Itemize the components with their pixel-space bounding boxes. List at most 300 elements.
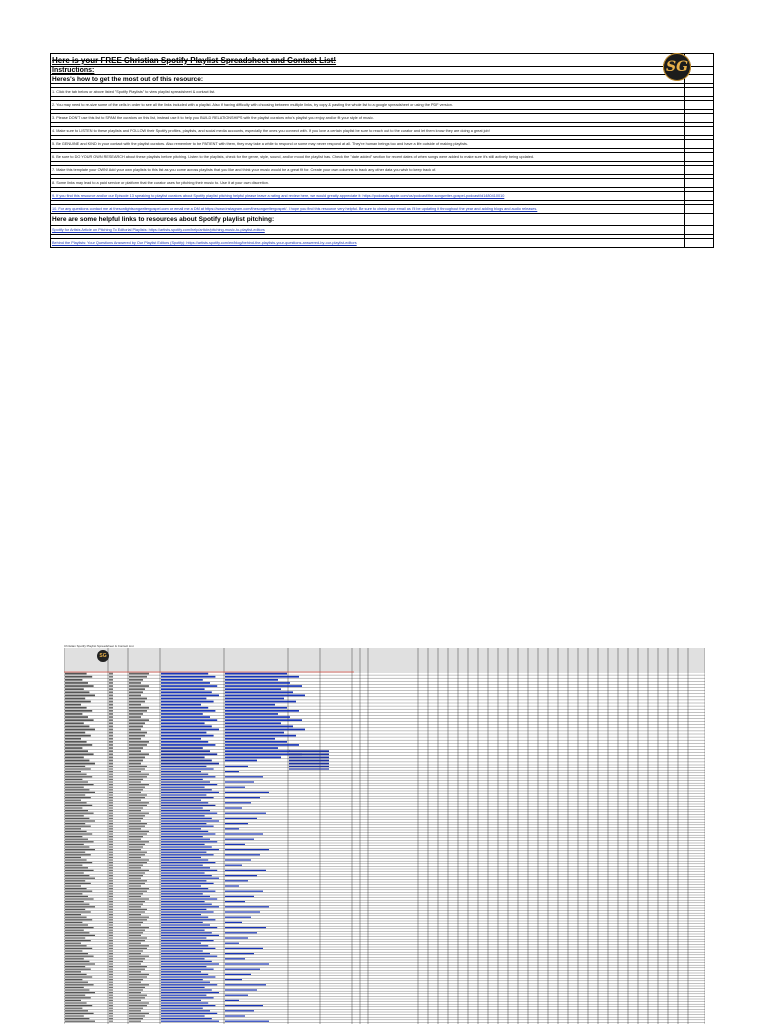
cell-name bbox=[65, 914, 81, 915]
cell-curator bbox=[129, 776, 147, 777]
cell-curator bbox=[129, 735, 145, 737]
cell-contact-link bbox=[225, 691, 293, 693]
cell-curator bbox=[129, 880, 147, 881]
cell-type bbox=[109, 878, 113, 879]
cell-name bbox=[65, 974, 87, 975]
cell-curator bbox=[129, 940, 145, 941]
cell-name bbox=[65, 883, 91, 884]
cell-playlist-link bbox=[161, 1013, 217, 1014]
cell-curator bbox=[129, 976, 147, 977]
cell-name bbox=[65, 862, 92, 863]
cell-curator bbox=[129, 741, 149, 743]
cell-curator bbox=[129, 722, 145, 724]
cell-playlist-link bbox=[161, 911, 214, 912]
cell-name bbox=[65, 766, 85, 767]
cell-type bbox=[109, 966, 113, 967]
cell-playlist-link bbox=[161, 917, 208, 918]
cell-name bbox=[65, 969, 91, 970]
cell-curator bbox=[129, 883, 145, 884]
cell-curator bbox=[129, 930, 145, 931]
cell-contact-link bbox=[225, 1000, 239, 1001]
cell-type bbox=[109, 865, 113, 866]
cell-curator bbox=[129, 846, 143, 847]
cell-curator bbox=[129, 904, 143, 905]
resource-link[interactable]: Spotify for Artists Article on Pitching To Editorial Playlists: https://artists.spotify.com/help/article/pitching-music-to-playlist-editors bbox=[50, 226, 714, 235]
cell-curator bbox=[129, 982, 141, 983]
cell-type bbox=[109, 760, 113, 762]
cell-name bbox=[65, 815, 84, 816]
cell-playlist-link bbox=[161, 768, 214, 769]
cell-name bbox=[65, 682, 88, 684]
cell-playlist-link bbox=[161, 771, 201, 772]
cell-type bbox=[109, 911, 113, 912]
cell-type bbox=[109, 979, 113, 980]
cell-name bbox=[65, 794, 85, 795]
cell-playlist-link bbox=[161, 747, 203, 749]
cell-name bbox=[65, 741, 87, 743]
cell-name bbox=[65, 989, 89, 990]
cell-contact-link bbox=[225, 738, 275, 740]
cell-curator bbox=[129, 932, 143, 933]
cell-playlist-link bbox=[161, 1000, 201, 1001]
cell-curator bbox=[129, 1005, 147, 1006]
cell-curator bbox=[129, 738, 141, 740]
cell-contact-link bbox=[225, 707, 287, 709]
cell-contact-link bbox=[225, 927, 266, 928]
cell-curator bbox=[129, 956, 149, 957]
cell-type bbox=[109, 679, 113, 681]
cell-playlist-link bbox=[161, 891, 215, 892]
cell-type bbox=[109, 859, 113, 860]
cell-contact-link bbox=[225, 823, 248, 824]
cell-name bbox=[65, 922, 82, 923]
cell-playlist-link bbox=[161, 945, 208, 946]
cell-playlist-link bbox=[161, 779, 203, 780]
cell-curator bbox=[129, 927, 149, 928]
cell-type bbox=[109, 784, 113, 785]
cell-type bbox=[109, 828, 113, 829]
cell-playlist-link bbox=[161, 974, 208, 975]
cell-playlist-link bbox=[161, 909, 206, 910]
cell-playlist-link bbox=[161, 813, 217, 814]
cell-name bbox=[65, 726, 89, 728]
cell-playlist-link bbox=[161, 859, 208, 860]
resources-heading: Here are some helpful links to resources about Spotify playlist pitching: bbox=[50, 214, 714, 226]
cell-type bbox=[109, 1002, 113, 1003]
instruction-item: 2. You may need to re-size some of the cells in order to see all the links included with a playlist. Also if having difficulty with choosing between multiple links, try copy & pasting the whole list to a google spreadsheet or using the PDF version. bbox=[50, 101, 714, 110]
cell-extra-link bbox=[289, 766, 329, 767]
cell-curator bbox=[129, 872, 145, 873]
cell-name bbox=[65, 846, 89, 847]
cell-name bbox=[65, 932, 89, 933]
cell-name bbox=[65, 995, 85, 996]
cell-name bbox=[65, 950, 82, 951]
cell-type bbox=[109, 1010, 113, 1011]
cell-contact-link bbox=[225, 891, 263, 892]
cell-playlist-link bbox=[161, 927, 217, 928]
cell-type bbox=[109, 701, 113, 703]
spreadsheet-title: Christian Spotify Playlist Spreadsheet & Contact List bbox=[64, 644, 134, 648]
cell-curator bbox=[129, 701, 145, 703]
cell-name bbox=[65, 735, 91, 737]
cell-curator bbox=[129, 857, 141, 858]
cell-type bbox=[109, 771, 113, 772]
cell-playlist-link bbox=[161, 781, 210, 782]
cell-curator bbox=[129, 989, 143, 990]
cell-playlist-link bbox=[161, 776, 215, 777]
cell-curator bbox=[129, 710, 147, 712]
cell-playlist-link bbox=[161, 976, 215, 977]
cell-playlist-link bbox=[161, 987, 205, 988]
cell-name bbox=[65, 943, 81, 944]
cell-curator bbox=[129, 971, 141, 972]
cell-type bbox=[109, 883, 113, 884]
cell-name bbox=[65, 688, 84, 690]
cell-contact-link bbox=[225, 698, 284, 700]
cell-name bbox=[65, 911, 91, 912]
cell-curator bbox=[129, 859, 149, 860]
cell-playlist-link bbox=[161, 937, 206, 938]
cell-type bbox=[109, 713, 113, 715]
cell-type bbox=[109, 932, 113, 933]
cell-type bbox=[109, 698, 113, 700]
cell-contact-link bbox=[225, 685, 302, 687]
cell-type bbox=[109, 833, 113, 834]
cell-name bbox=[65, 857, 81, 858]
cell-playlist-link bbox=[161, 784, 217, 785]
cell-type bbox=[109, 807, 113, 808]
cell-curator bbox=[129, 784, 149, 785]
cell-type bbox=[109, 919, 113, 920]
cell-curator bbox=[129, 729, 141, 731]
cell-curator bbox=[129, 828, 141, 829]
cell-curator bbox=[129, 744, 147, 746]
cell-playlist-link bbox=[161, 815, 205, 816]
cell-type bbox=[109, 885, 113, 886]
cell-contact-link bbox=[225, 726, 293, 728]
cell-type bbox=[109, 901, 113, 902]
review-link[interactable]: 9. If you find this resource and/or our Episode 13 speaking to playlist curators about Spotify playlist pitching helpful please leave a rating and review here, we would greatly appreciate it: https://podcasts.apple.com/us/podcast/the-songwriter-gospel-podcast/id1480410010 bbox=[50, 192, 714, 201]
cell-curator bbox=[129, 763, 141, 765]
cell-playlist-link bbox=[161, 872, 205, 873]
cell-contact-link bbox=[225, 750, 290, 752]
cell-curator bbox=[129, 682, 141, 684]
cell-curator bbox=[129, 917, 149, 918]
cell-type bbox=[109, 818, 113, 819]
cell-curator bbox=[129, 771, 141, 772]
cell-type bbox=[109, 787, 113, 788]
cell-playlist-link bbox=[161, 870, 217, 871]
cell-type bbox=[109, 766, 113, 767]
cell-curator bbox=[129, 979, 143, 980]
cell-contact-link bbox=[225, 771, 239, 772]
cell-contact-link bbox=[225, 833, 263, 834]
cell-contact-link bbox=[225, 729, 305, 731]
cell-name bbox=[65, 673, 87, 675]
cell-contact-link bbox=[225, 716, 290, 718]
cell-playlist-link bbox=[161, 961, 212, 962]
cell-curator bbox=[129, 750, 141, 752]
cell-curator bbox=[129, 810, 141, 811]
cell-curator bbox=[129, 867, 141, 868]
cell-curator bbox=[129, 807, 143, 808]
cell-playlist-link bbox=[161, 901, 205, 902]
cell-curator bbox=[129, 974, 149, 975]
cell-type bbox=[109, 880, 113, 881]
cell-contact-link bbox=[225, 979, 242, 980]
cell-contact-link bbox=[225, 1005, 263, 1006]
cell-curator bbox=[129, 747, 143, 749]
cell-type bbox=[109, 710, 113, 712]
cell-type bbox=[109, 831, 113, 832]
cell-type bbox=[109, 982, 113, 983]
cell-type bbox=[109, 971, 113, 972]
cell-type bbox=[109, 854, 113, 855]
cell-contact-link bbox=[225, 828, 239, 829]
cell-type bbox=[109, 1013, 113, 1014]
cell-name bbox=[65, 976, 92, 977]
cell-curator bbox=[129, 953, 141, 954]
cell-contact-link bbox=[225, 974, 251, 975]
cell-curator bbox=[129, 896, 141, 897]
cell-type bbox=[109, 741, 113, 743]
cell-name bbox=[65, 930, 84, 931]
cell-name bbox=[65, 1015, 84, 1016]
cell-playlist-link bbox=[161, 940, 214, 941]
cell-type bbox=[109, 870, 113, 871]
cell-type bbox=[109, 747, 113, 749]
cell-playlist-link bbox=[161, 716, 210, 718]
cell-name bbox=[65, 787, 84, 788]
cell-name bbox=[65, 971, 81, 972]
cell-type bbox=[109, 963, 113, 964]
cell-type bbox=[109, 1005, 113, 1006]
cell-type bbox=[109, 750, 113, 752]
cell-playlist-link bbox=[161, 846, 212, 847]
cell-name bbox=[65, 713, 82, 715]
cell-type bbox=[109, 800, 113, 801]
cell-playlist-link bbox=[161, 818, 212, 819]
cell-playlist-link bbox=[161, 1015, 205, 1016]
cell-name bbox=[65, 888, 87, 889]
instructions-sheet bbox=[50, 53, 714, 248]
instructions-subheading: Heres's how to get the most out of this resource: bbox=[50, 75, 714, 84]
cell-name bbox=[65, 852, 85, 853]
cell-type bbox=[109, 956, 113, 957]
cell-curator bbox=[129, 966, 147, 967]
cell-name bbox=[65, 679, 82, 681]
cell-type bbox=[109, 729, 113, 731]
cell-curator bbox=[129, 760, 143, 762]
cell-playlist-link bbox=[161, 852, 206, 853]
cell-name bbox=[65, 859, 87, 860]
cell-contact-link bbox=[225, 776, 263, 777]
cell-type bbox=[109, 953, 113, 954]
cell-name bbox=[65, 849, 95, 850]
cell-curator bbox=[129, 875, 143, 876]
cell-contact-link bbox=[225, 797, 260, 798]
cell-name bbox=[65, 716, 88, 718]
cell-curator bbox=[129, 945, 149, 946]
cell-type bbox=[109, 893, 113, 894]
cell-contact-link bbox=[225, 901, 245, 902]
cell-curator bbox=[129, 1008, 143, 1009]
cell-playlist-link bbox=[161, 854, 214, 855]
cell-name bbox=[65, 792, 95, 793]
cell-contact-link bbox=[225, 744, 299, 746]
cell-name bbox=[65, 789, 89, 790]
cell-type bbox=[109, 969, 113, 970]
cell-contact-link bbox=[225, 1021, 269, 1022]
cell-name bbox=[65, 1005, 92, 1006]
cell-name bbox=[65, 924, 88, 925]
cell-curator bbox=[129, 963, 141, 964]
cell-type bbox=[109, 691, 113, 693]
cell-curator bbox=[129, 841, 149, 842]
cell-contact-link bbox=[225, 673, 287, 675]
cell-curator bbox=[129, 688, 145, 690]
cell-contact-link bbox=[225, 757, 281, 759]
cell-playlist-link bbox=[161, 883, 214, 884]
sheet-title: Here is your FREE Christian Spotify Playlist Spreadsheet and Contact List! bbox=[50, 54, 714, 67]
cell-name bbox=[65, 818, 89, 819]
cell-contact-link bbox=[225, 818, 257, 819]
cell-type bbox=[109, 704, 113, 706]
cell-name bbox=[65, 757, 84, 759]
cell-extra-link bbox=[289, 757, 329, 759]
cell-playlist-link bbox=[161, 906, 219, 907]
cell-playlist-link bbox=[161, 898, 217, 899]
cell-type bbox=[109, 891, 113, 892]
cell-playlist-link bbox=[161, 704, 201, 706]
cell-curator bbox=[129, 849, 141, 850]
cell-type bbox=[109, 776, 113, 777]
cell-type bbox=[109, 820, 113, 821]
cell-name bbox=[65, 768, 91, 769]
cell-contact-link bbox=[225, 995, 248, 996]
cell-contact-link bbox=[225, 713, 278, 715]
contact-link[interactable]: 10. For any questions contact me at thesonlightsongwritergospel.com or email me a DM at https://www.instagram.com/thesongwritergospel/. I hope you find this resource very helpful. Be sure to check your email as I'll be updating it throughout the year and adding blogs and audio releases. bbox=[50, 205, 714, 214]
cell-playlist-link bbox=[161, 750, 210, 752]
cell-contact-link bbox=[225, 710, 299, 712]
cell-type bbox=[109, 984, 113, 985]
cell-type bbox=[109, 995, 113, 996]
cell-curator bbox=[129, 805, 147, 806]
cell-playlist-link bbox=[161, 888, 208, 889]
cell-playlist-link bbox=[161, 836, 203, 837]
cell-name bbox=[65, 776, 92, 777]
cell-name bbox=[65, 1021, 95, 1022]
cell-name bbox=[65, 901, 84, 902]
cell-contact-link bbox=[225, 747, 278, 749]
cell-contact-link bbox=[225, 735, 296, 737]
cell-type bbox=[109, 781, 113, 782]
cell-name bbox=[65, 997, 91, 998]
instruction-item: 8. Some links may lead to a paid service or platform that the curator uses for pitching their music to. Use it at your own discretion. bbox=[50, 179, 714, 188]
cell-name bbox=[65, 1002, 87, 1003]
cell-type bbox=[109, 839, 113, 840]
cell-contact-link bbox=[225, 875, 257, 876]
cell-playlist-link bbox=[161, 948, 215, 949]
cell-name bbox=[65, 807, 82, 808]
cell-contact-link bbox=[225, 906, 269, 907]
cell-name bbox=[65, 805, 92, 806]
cell-type bbox=[109, 976, 113, 977]
cell-name bbox=[65, 948, 92, 949]
cell-playlist-link bbox=[161, 995, 206, 996]
cell-name bbox=[65, 958, 84, 959]
cell-contact-link bbox=[225, 870, 266, 871]
cell-playlist-link bbox=[161, 943, 201, 944]
cell-contact-link bbox=[225, 865, 242, 866]
cell-playlist-link bbox=[161, 982, 210, 983]
cell-playlist-link bbox=[161, 844, 205, 845]
instructions-heading: Instructions: bbox=[50, 67, 714, 75]
cell-curator bbox=[129, 719, 149, 721]
cell-playlist-link bbox=[161, 823, 206, 824]
cell-type bbox=[109, 744, 113, 746]
cell-curator bbox=[129, 961, 143, 962]
cell-type bbox=[109, 958, 113, 959]
cell-type bbox=[109, 927, 113, 928]
cell-name bbox=[65, 885, 81, 886]
cell-extra-link bbox=[289, 753, 329, 755]
cell-curator bbox=[129, 802, 149, 803]
cell-extra-link bbox=[289, 760, 329, 762]
cell-name bbox=[65, 800, 81, 801]
cell-playlist-link bbox=[161, 1018, 212, 1019]
cell-name bbox=[65, 719, 94, 721]
cell-name bbox=[65, 685, 94, 687]
cell-playlist-link bbox=[161, 676, 215, 678]
cell-curator bbox=[129, 888, 149, 889]
cell-playlist-link bbox=[161, 732, 206, 734]
cell-contact-link bbox=[225, 922, 242, 923]
cell-contact-link bbox=[225, 688, 281, 690]
cell-type bbox=[109, 826, 113, 827]
cell-name bbox=[65, 820, 95, 821]
cell-playlist-link bbox=[161, 828, 201, 829]
cell-playlist-link bbox=[161, 1008, 203, 1009]
cell-curator bbox=[129, 716, 141, 718]
cell-playlist-link bbox=[161, 839, 210, 840]
cell-type bbox=[109, 852, 113, 853]
cell-playlist-link bbox=[161, 857, 201, 858]
cell-curator bbox=[129, 870, 149, 871]
resource-link[interactable]: Behind the Playlists: Your Questions Answered by Our Playlist Editors (Spotify): https://artists.spotify.com/en/blog/behind-the-playlists-your-questions-answered-by-our-playlist-editors bbox=[50, 239, 714, 248]
cell-name bbox=[65, 904, 89, 905]
cell-contact-link bbox=[225, 732, 284, 734]
cell-contact-link bbox=[225, 701, 296, 703]
cell-type bbox=[109, 950, 113, 951]
cell-name bbox=[65, 823, 85, 824]
cell-playlist-link bbox=[161, 763, 219, 765]
cell-contact-link bbox=[225, 1015, 245, 1016]
cell-contact-link bbox=[225, 958, 245, 959]
cell-type bbox=[109, 823, 113, 824]
cell-curator bbox=[129, 1018, 143, 1019]
cell-contact-link bbox=[225, 854, 260, 855]
cell-type bbox=[109, 753, 113, 755]
cell-contact-link bbox=[225, 984, 266, 985]
cell-name bbox=[65, 698, 85, 700]
cell-playlist-link bbox=[161, 820, 219, 821]
cell-name bbox=[65, 1018, 89, 1019]
cell-curator bbox=[129, 779, 143, 780]
cell-type bbox=[109, 1000, 113, 1001]
cell-type bbox=[109, 896, 113, 897]
cell-name bbox=[65, 966, 85, 967]
